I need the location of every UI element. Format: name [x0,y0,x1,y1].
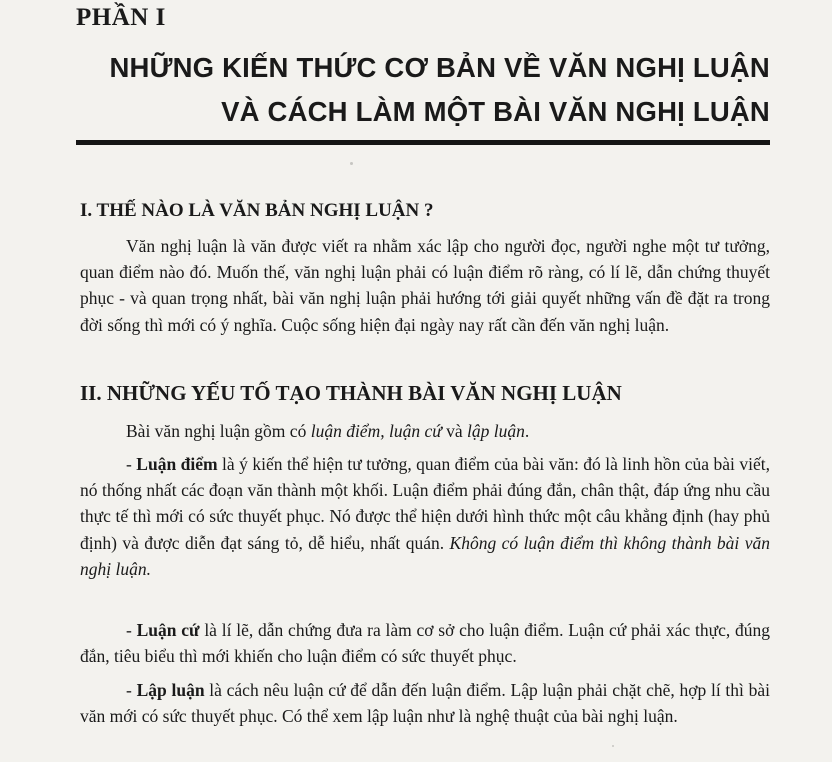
term-lap-luan: Lập luận [136,680,205,700]
paper-speck [612,745,614,747]
luan-diem-paragraph [80,451,770,582]
item-dash: - [126,454,137,474]
luan-cu-text: là lí lẽ, dẫn chứng đưa ra làm cơ sở cho luận điểm. Luận cứ phải xác thực, đúng đắn, tiêu biểu thì mới khiến cho luận điểm có sức thuyết phục. [80,620,770,667]
intro-terms: luận điểm, luận cứ [310,421,442,441]
luan-diem-text: là ý kiến thể hiện tư tưởng, quan điểm của bài văn: đó là linh hồn của bài viết, nó thống nhất các đoạn văn thành một khối. Luận điểm phải đúng đắn, chân thật, đáp ứng nhu cầu thực tế thì mới có sức thuyết phục. Nó được thể hiện dưới hình thức một câu khẳng định (hay phủ định) và được diễn đạt sáng tỏ, dễ hiểu, nhất quán. [80,454,770,553]
lap-luan-paragraph [80,677,770,729]
section-1-title: I. THẾ NÀO LÀ VĂN BẢN NGHỊ LUẬN ? [80,200,434,221]
section-2-title: II. NHỮNG YẾU TỐ TẠO THÀNH BÀI VĂN NGHỊ LUẬN [80,381,622,405]
intro-end: . [524,421,530,441]
intro-text: Bài văn nghị luận gồm có [126,421,311,441]
intro-conjunction: và [441,421,468,441]
term-luan-cu: Luận cứ [136,620,200,640]
chapter-heading-line-1: NHỮNG KIẾN THỨC CƠ BẢN VỀ VĂN NGHỊ LUẬN [109,52,770,83]
heading-divider [76,140,770,145]
section-2-intro [80,418,770,444]
chapter-heading-line-2: VÀ CÁCH LÀM MỘT BÀI VĂN NGHỊ LUẬN [221,96,770,127]
lap-luan-text: là cách nêu luận cứ để dẫn đến luận điểm. Lập luận phải chặt chẽ, hợp lí thì bài văn mới có sức thuyết phục. Có thể xem lập luận như là nghệ thuật của bài nghị luận. [80,680,771,727]
paper-speck [350,162,353,165]
term-luan-diem: Luận điểm [136,454,218,474]
luan-diem-emphasis: Không có luận điểm thì không thành bài văn nghị luận. [80,532,770,579]
item-dash: - [126,680,137,700]
intro-term-lap-luan: lập luận [467,421,525,441]
item-dash: - [126,620,137,640]
luan-cu-paragraph [80,617,770,669]
section-1-paragraph: Văn nghị luận là văn được viết ra nhằm xác lập cho người đọc, người nghe một tư tưởng, quan điểm nào đó. Muốn thế, văn nghị luận phải có luận điểm rõ ràng, có lí lẽ, dẫn chứng thuyết phục - và quan trọng nhất, bài văn nghị luận phải hướng tới giải quyết những vấn đề đặt ra trong đời sống thì mới có ý nghĩa. Cuộc sống hiện đại ngày nay rất cần đến văn nghị luận. [80,236,770,335]
part-label: PHẦN I [76,4,166,31]
